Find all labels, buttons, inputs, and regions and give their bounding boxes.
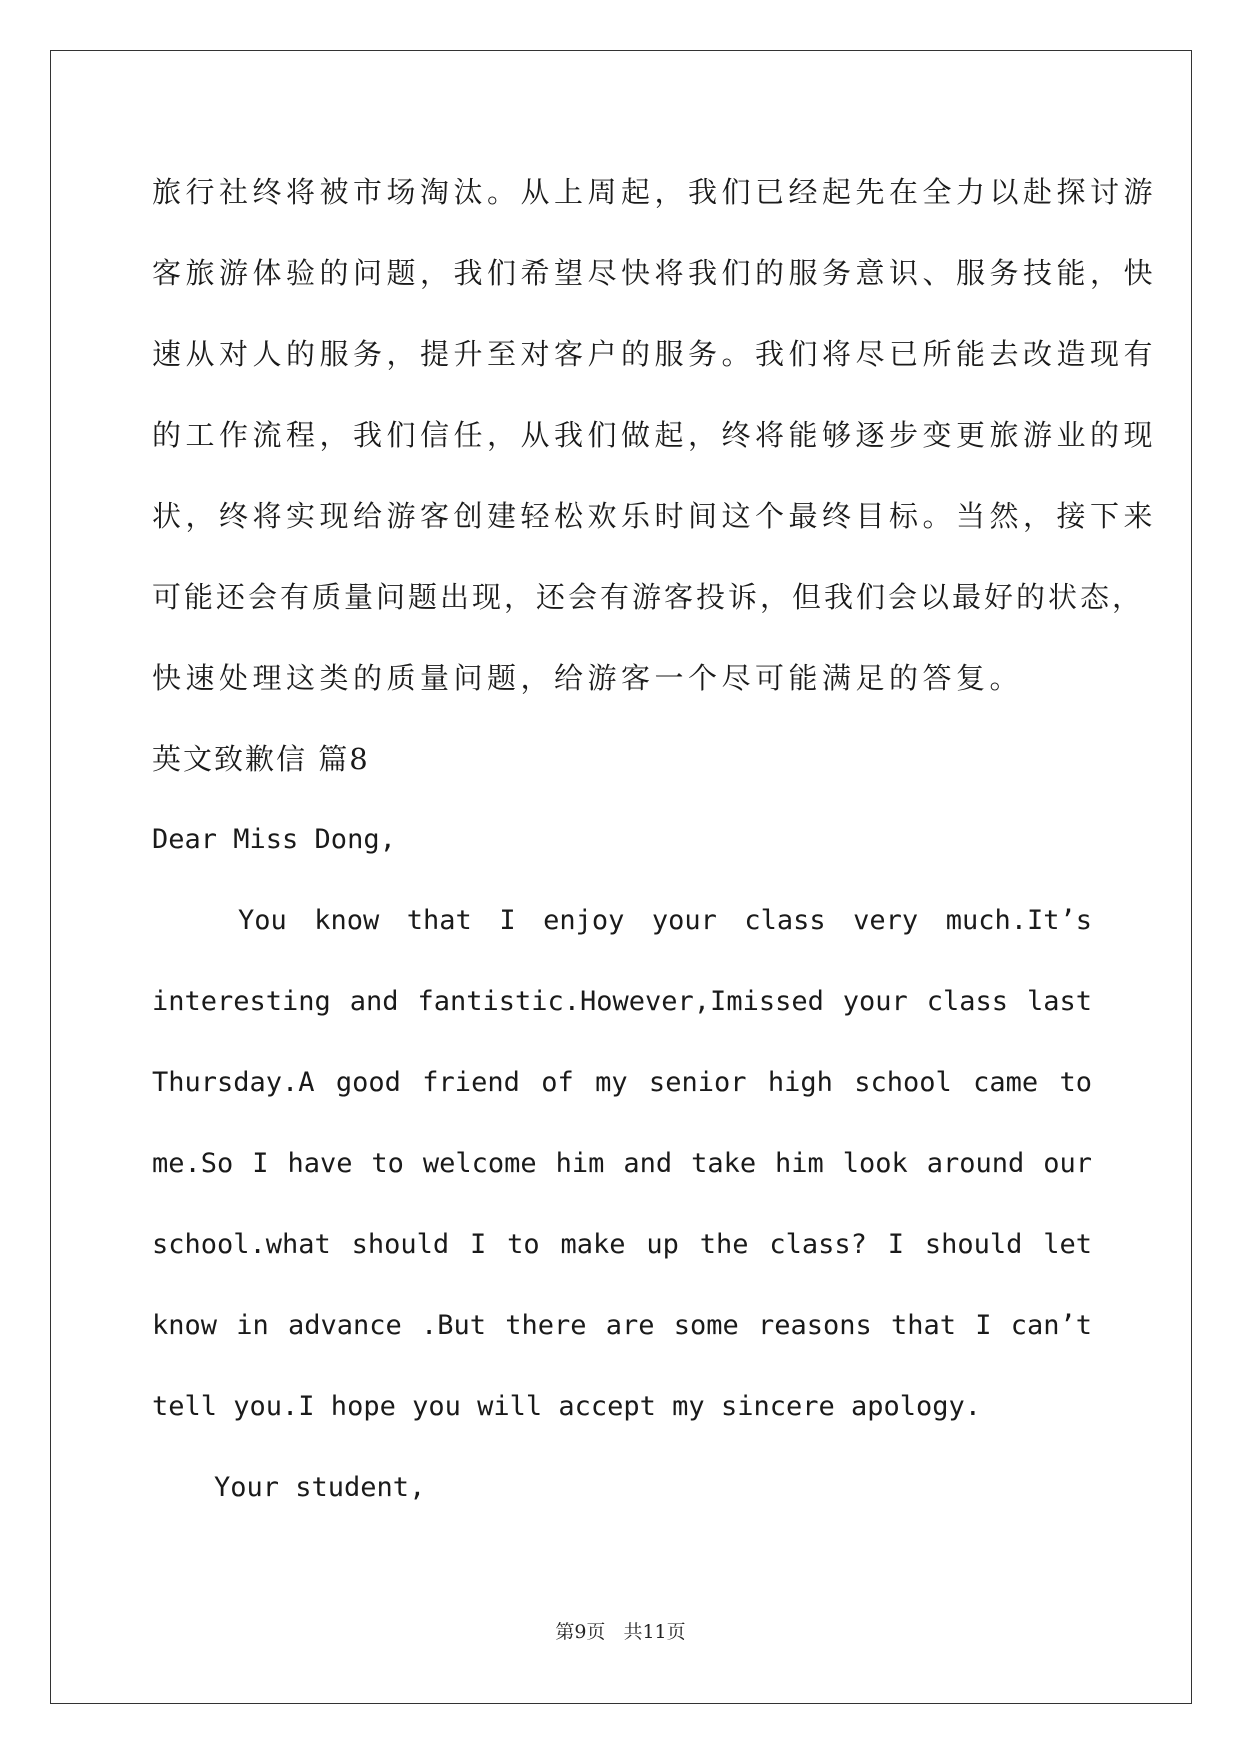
paragraph-line: 速从对人的服务，提升至对客户的服务。我们将尽已所能去改造现有 [152, 337, 1158, 371]
letter-body-line: You know that I enjoy your class very much.It’s [238, 905, 1092, 936]
letter-body-line: know in advance .But there are some reasons that I can’t [152, 1310, 1092, 1341]
letter-closing: Your student, [214, 1472, 426, 1503]
page-number-total: 共11页 [623, 1621, 686, 1643]
paragraph-line: 状，终将实现给游客创建轻松欢乐时间这个最终目标。当然，接下来 [152, 499, 1158, 533]
paragraph-line: 旅行社终将被市场淘汰。从上周起，我们已经起先在全力以赴探讨游 [152, 175, 1158, 209]
letter-body-line: me.So I have to welcome him and take him look around our [152, 1148, 1092, 1179]
page-number-current: 第9页 [555, 1621, 606, 1643]
paragraph-line: 客旅游体验的问题，我们希望尽快将我们的服务意识、服务技能，快 [152, 256, 1158, 290]
letter-body-line: tell you.I hope you will accept my sincere apology. [152, 1391, 982, 1422]
letter-body-line: Thursday.A good friend of my senior high school came to [152, 1067, 1092, 1098]
paragraph-line: 可能还会有质量问题出现，还会有游客投诉，但我们会以最好的状态， [152, 580, 1145, 614]
letter-body-line: interesting and fantistic.However,Imissed your class last [152, 986, 1092, 1017]
section-heading: 英文致歉信 篇8 [152, 742, 370, 776]
letter-salutation: Dear Miss Dong, [152, 824, 396, 855]
document-body [152, 160, 1158, 1537]
letter-body-line: school.what should I to make up the class? I should let [152, 1229, 1092, 1260]
page-footer [0, 1617, 1241, 1644]
paragraph-line: 的工作流程，我们信任，从我们做起，终将能够逐步变更旅游业的现 [152, 418, 1158, 452]
paragraph-line: 快速处理这类的质量问题，给游客一个尽可能满足的答复。 [152, 661, 1024, 695]
